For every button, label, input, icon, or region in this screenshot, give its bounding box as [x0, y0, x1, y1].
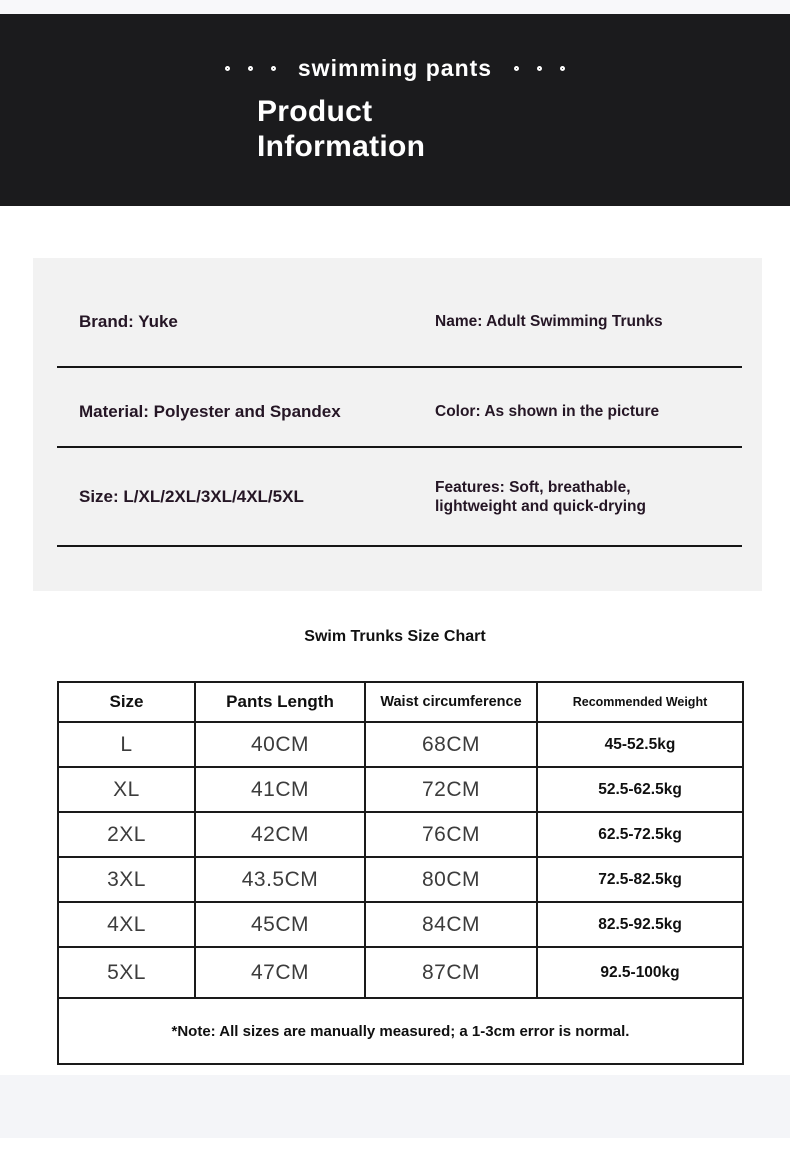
pants-length-cell: 43.5CM	[195, 857, 365, 902]
decorative-dot-icon	[537, 66, 542, 71]
weight-cell: 62.5-72.5kg	[537, 812, 743, 857]
size-cell: 2XL	[58, 812, 195, 857]
page-title-line1: Product	[257, 95, 373, 128]
color-label: Color: As shown in the picture	[435, 403, 660, 420]
features-line2: lightweight and quick-drying	[435, 497, 646, 515]
weight-cell: 72.5-82.5kg	[537, 857, 743, 902]
pants-length-cell: 45CM	[195, 902, 365, 947]
waist-cell: 84CM	[365, 902, 537, 947]
column-header-recommended-weight: Recommended Weight	[537, 682, 743, 722]
pants-length-cell: 40CM	[195, 722, 365, 767]
weight-cell: 92.5-100kg	[537, 947, 743, 998]
table-note-row	[58, 998, 743, 1064]
column-header-size: Size	[58, 682, 195, 722]
material-label: Material: Polyester and Spandex	[79, 402, 341, 421]
size-label: Size: L/XL/2XL/3XL/4XL/5XL	[79, 486, 304, 506]
decorative-dot-icon	[248, 66, 253, 71]
table-row	[58, 722, 743, 767]
product-info-panel	[33, 258, 762, 591]
brand-label: Brand: Yuke	[79, 312, 178, 331]
waist-cell: 68CM	[365, 722, 537, 767]
info-row-material-color	[57, 368, 742, 448]
table-row	[58, 947, 743, 998]
size-chart-title: Swim Trunks Size Chart	[304, 628, 486, 645]
name-label: Name: Adult Swimming Trunks	[435, 313, 663, 330]
size-cell: L	[58, 722, 195, 767]
decorative-dot-icon	[225, 66, 230, 71]
table-row	[58, 812, 743, 857]
column-header-pants-length: Pants Length	[195, 682, 365, 722]
pants-length-cell: 41CM	[195, 767, 365, 812]
decorative-dot-icon	[514, 66, 519, 71]
table-row	[58, 902, 743, 947]
size-cell: XL	[58, 767, 195, 812]
decorative-dot-icon	[560, 66, 565, 71]
pants-length-cell: 42CM	[195, 812, 365, 857]
page-title	[257, 94, 790, 164]
table-header-row	[58, 682, 743, 722]
waist-cell: 76CM	[365, 812, 537, 857]
hero-tagline-row	[0, 54, 790, 82]
hero-banner	[0, 14, 790, 206]
features-line1: Features: Soft, breathable,	[435, 478, 631, 496]
page-title-line2: Information	[257, 130, 426, 163]
size-cell: 5XL	[58, 947, 195, 998]
top-strip	[0, 0, 790, 14]
pants-length-cell: 47CM	[195, 947, 365, 998]
features-label	[435, 478, 685, 516]
info-row-size-features	[57, 448, 742, 547]
column-header-waist-circumference: Waist circumference	[365, 682, 537, 722]
size-chart-table	[57, 681, 744, 1065]
waist-cell: 80CM	[365, 857, 537, 902]
size-cell: 4XL	[58, 902, 195, 947]
table-row	[58, 767, 743, 812]
size-cell: 3XL	[58, 857, 195, 902]
weight-cell: 82.5-92.5kg	[537, 902, 743, 947]
size-note: *Note: All sizes are manually measured; a 1-3cm error is normal.	[58, 998, 743, 1064]
weight-cell: 45-52.5kg	[537, 722, 743, 767]
decorative-dot-icon	[271, 66, 276, 71]
waist-cell: 72CM	[365, 767, 537, 812]
weight-cell: 52.5-62.5kg	[537, 767, 743, 812]
hero-tagline: swimming pants	[297, 54, 493, 81]
waist-cell: 87CM	[365, 947, 537, 998]
table-row	[58, 857, 743, 902]
footer-strip	[0, 1075, 790, 1138]
info-row-brand-name	[57, 278, 742, 368]
